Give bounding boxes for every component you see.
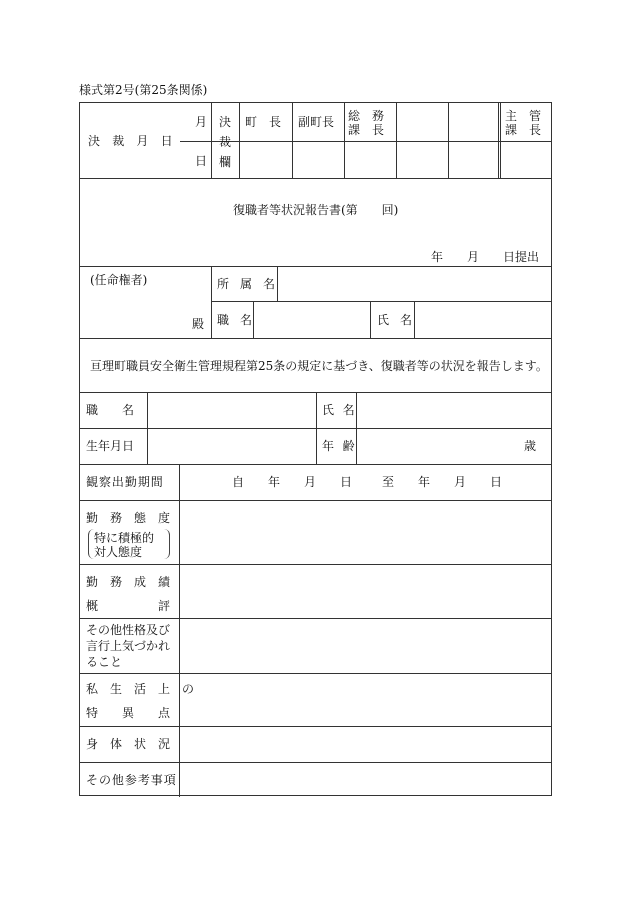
approval-date-label: 決 裁 月 日 — [88, 134, 177, 148]
divider — [180, 141, 552, 142]
other-traits-label-1: その他性格及び — [86, 623, 171, 637]
submit-date: 年 月 日提出 — [431, 250, 540, 264]
private-life-label-2: 特 異 点 — [86, 706, 171, 720]
divider — [80, 266, 552, 267]
chief-label-1: 主 管 — [505, 109, 542, 123]
divider — [211, 301, 552, 302]
statement: 亘理町職員安全衛生管理規程第25条の規定に基づき、復職者等の状況を報告します。 — [90, 359, 548, 373]
divider — [80, 500, 552, 501]
general-affairs-label-2: 課 長 — [348, 123, 385, 137]
general-affairs-label-1: 総 務 — [348, 109, 385, 123]
divider — [80, 338, 552, 339]
divider — [80, 464, 552, 465]
from-date: 自 年 月 日 — [232, 475, 353, 489]
work-attitude-label: 勤 務 態 度 — [86, 511, 171, 525]
divider — [179, 464, 180, 797]
divider — [80, 762, 552, 763]
approval-column-label-1: 決 — [219, 115, 232, 129]
other-traits-label-3: ること — [86, 655, 123, 669]
divider — [211, 266, 212, 338]
other-traits-label-2: 言行上気づかれ — [86, 639, 171, 653]
name-label: 氏 名 — [377, 313, 416, 327]
post-field-label: 職 名 — [86, 403, 135, 417]
divider — [80, 618, 552, 619]
approval-column-label-2: 裁 — [219, 135, 232, 149]
deputy-mayor-label: 副町長 — [298, 115, 335, 129]
divider — [80, 178, 552, 179]
summary-eval-label: 概 評 — [86, 599, 171, 613]
mayor-label: 町 長 — [245, 115, 282, 129]
divider — [80, 564, 552, 565]
divider — [80, 428, 552, 429]
birthdate-label: 生年月日 — [86, 439, 135, 453]
post-label: 職 名 — [217, 313, 256, 327]
divider — [80, 673, 552, 674]
name-field-label: 氏 名 — [322, 403, 358, 417]
approval-column-label-3: 欄 — [219, 155, 232, 169]
observation-period-label: 観察出勤期間 — [86, 475, 164, 489]
work-attitude-note-2: 対人態度 — [94, 545, 143, 559]
work-attitude-note-1: 特に積極的 — [94, 531, 155, 545]
honorific: 殿 — [192, 317, 205, 331]
private-life-label-1: 私 生 活 上 の — [86, 682, 195, 696]
other-refs-label: その他参考事項 — [86, 773, 177, 787]
physical-label: 身 体 状 況 — [86, 737, 171, 751]
form-number: 様式第2号(第25条関係) — [79, 83, 208, 97]
age-label: 年 齢 — [322, 439, 358, 453]
to-date: 至 年 月 日 — [382, 475, 503, 489]
appointer-label: (任命権者) — [90, 273, 148, 287]
chief-label-2: 課 長 — [505, 123, 542, 137]
month-label: 月 — [195, 115, 208, 129]
age-unit: 歳 — [524, 439, 537, 453]
report-form — [79, 102, 552, 796]
work-results-label: 勤 務 成 績 — [86, 575, 171, 589]
day-label: 日 — [195, 154, 208, 168]
affiliation-label: 所 属 名 — [217, 277, 279, 291]
divider — [370, 301, 371, 338]
divider — [80, 726, 552, 727]
report-title: 復職者等状況報告書(第 回) — [233, 203, 399, 217]
